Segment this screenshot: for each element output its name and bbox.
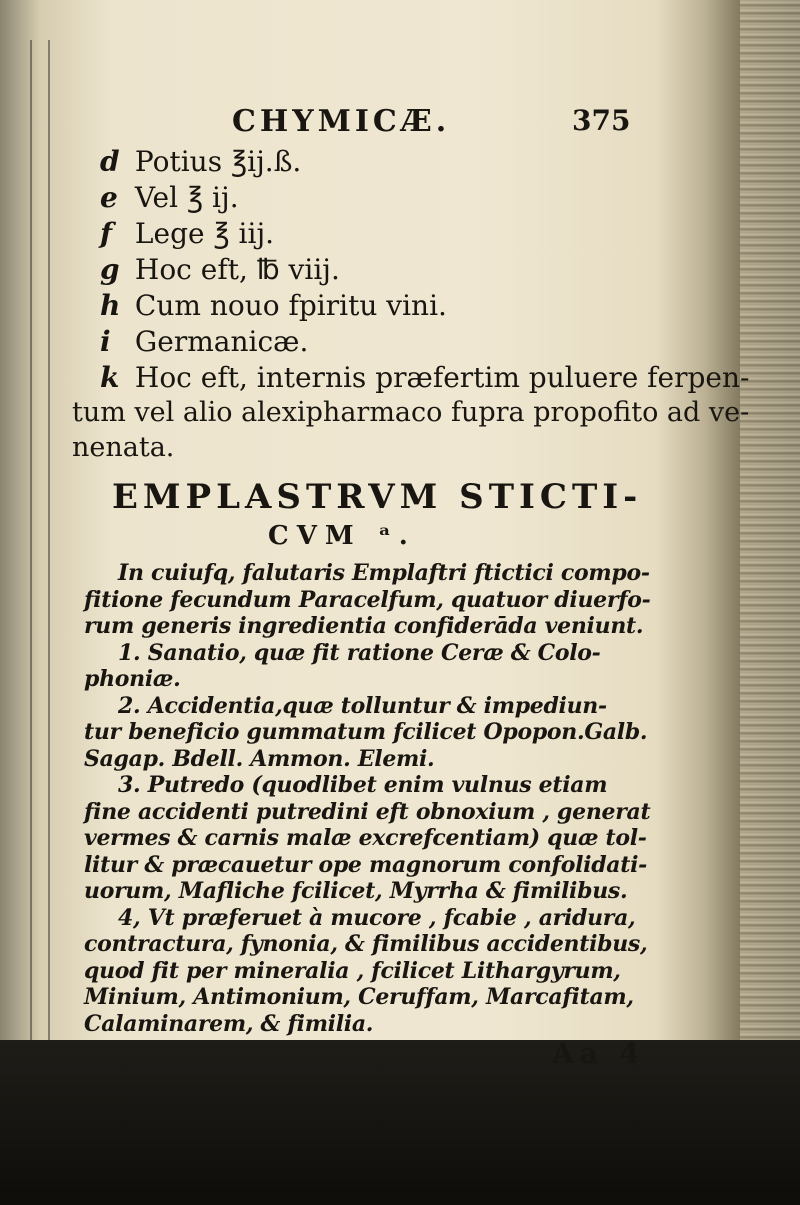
note-letter: f: [100, 217, 113, 250]
body-line: Calaminarem, & fimilia.: [84, 1010, 374, 1037]
body-line: phoniæ.: [84, 666, 181, 692]
body-line: fine accidenti putredini eft obnoxium , generat: [84, 798, 651, 825]
note-text: Vel ℥ ij.: [134, 181, 239, 214]
note-text: Germanicæ.: [134, 325, 309, 358]
note-text: Hoc eft, internis præfertim puluere ferpen-: [134, 361, 750, 394]
body-line: 1. Sanatio, quæ fit ratione Ceræ & Colo-: [118, 639, 601, 666]
note-text: Cum nouo fpiritu vini.: [134, 289, 447, 322]
body-line: fitione fecundum Paracelfum, quatuor diuerfo-: [84, 586, 651, 613]
body-line: quod fit per mineralia , fcilicet Lithargyrum,: [84, 957, 621, 984]
body-line: tur beneficio gummatum fcilicet Opopon.Galb.: [84, 719, 648, 745]
note-letter: g: [100, 253, 120, 286]
note-letter: e: [100, 181, 118, 214]
body-line: litur & præcauetur ope magnorum confolidati-: [84, 851, 647, 878]
body-line: 4, Vt præferuet à mucore , fcabie , aridura,: [118, 904, 636, 931]
section-title: EMPLASTRVM STICTI-: [112, 477, 643, 517]
page-number: 375: [572, 104, 631, 137]
body-line: Sagap. Bdell. Ammon. Elemi.: [84, 745, 435, 772]
note-text: Lege ℥ iij.: [134, 217, 275, 250]
section-subtitle: CVM ᵃ.: [268, 521, 416, 551]
running-header: CHYMICÆ.: [232, 104, 451, 139]
note-text: Potius ℥ij.ß.: [134, 145, 302, 178]
note-text: Hoc eft, ℔ viij.: [134, 253, 340, 286]
note-letter: k: [100, 361, 120, 394]
note-letter: h: [100, 289, 121, 322]
signature-mark: Aa 4: [552, 1037, 646, 1070]
body-line: Minium, Antimonium, Ceruffam, Marcafitam,: [84, 984, 634, 1010]
body-line: In cuiufq, falutaris Emplaftri ftictici compo-: [118, 560, 650, 586]
note-continuation: nenata.: [72, 432, 175, 463]
note-letter: i: [100, 325, 111, 358]
body-line: vermes & carnis malæ excrefcentiam) quæ tol-: [84, 825, 647, 851]
body-line: uorum, Mafliche fcilicet, Myrrha & fimilibus.: [84, 878, 628, 904]
body-line: rum generis ingredientia confiderāda veniunt.: [84, 613, 644, 639]
body-line: 2. Accidentia,quæ tolluntur & impediun-: [118, 692, 607, 719]
body-line: contractura, fynonia, & fimilibus accidentibus,: [84, 931, 648, 957]
body-line: 3. Putredo (quodlibet enim vulnus etiam: [118, 772, 608, 798]
note-letter: d: [100, 145, 120, 178]
note-continuation: tum vel alio alexipharmaco fupra propofito ad ve-: [72, 397, 750, 428]
